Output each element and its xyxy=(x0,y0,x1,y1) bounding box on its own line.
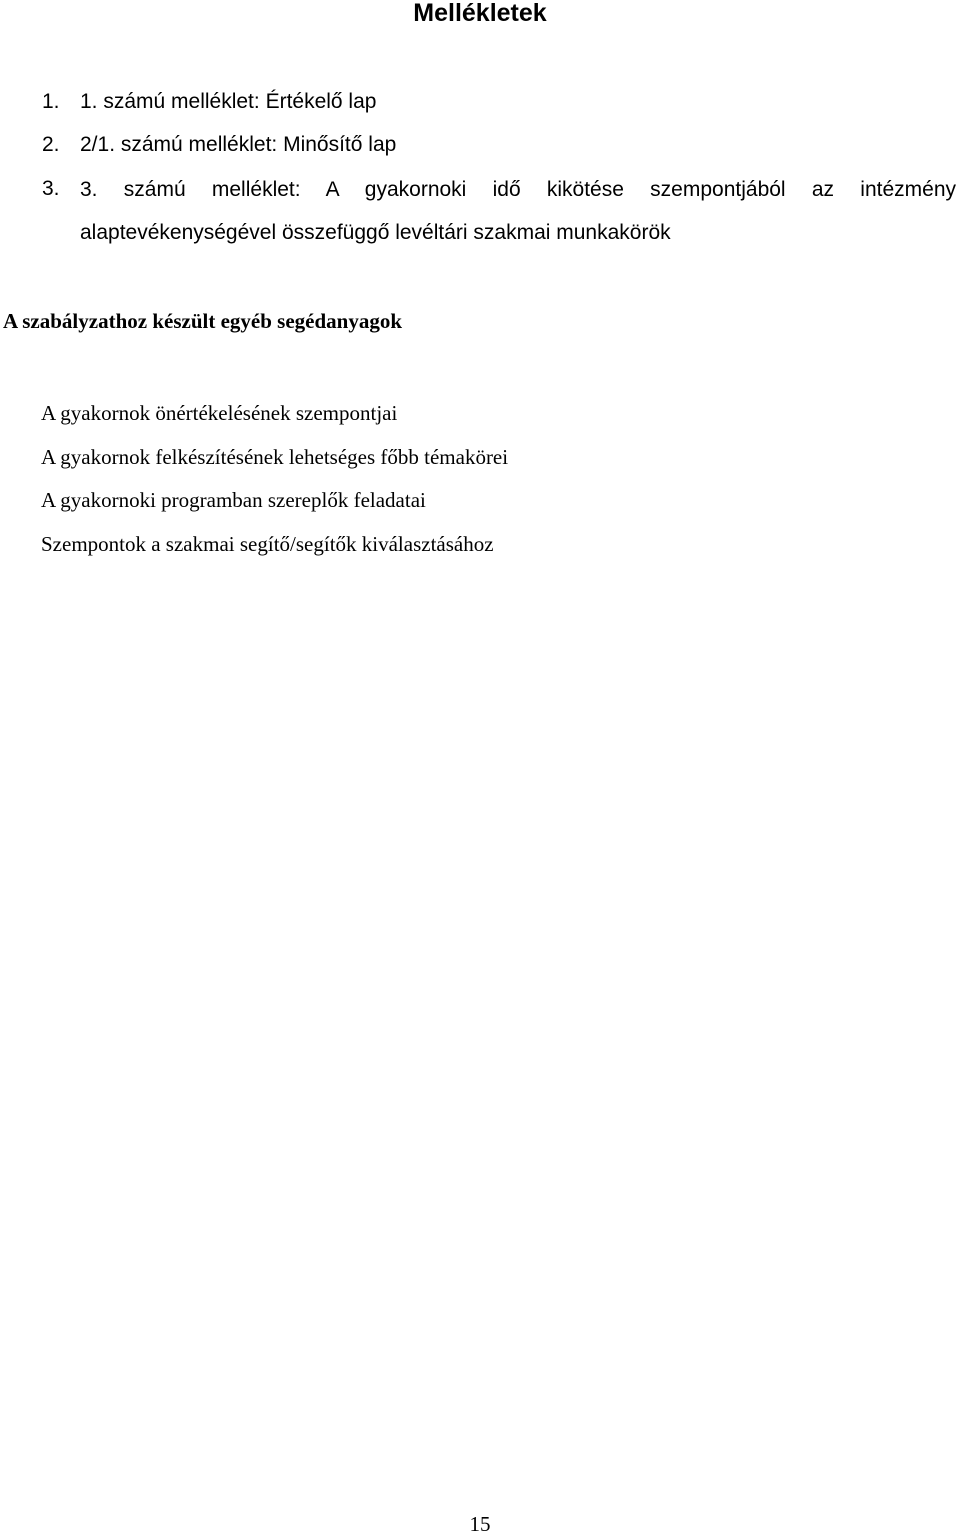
page-title: Mellékletek xyxy=(413,0,547,27)
aux-list xyxy=(41,392,508,566)
aux-section-heading: A szabályzathoz készült egyéb segédanyagok xyxy=(3,309,402,333)
annex-text: 2/1. számú melléklet: Minősítő lap xyxy=(80,133,397,156)
aux-item: Szempontok a szakmai segítő/segítők kiválasztásához xyxy=(41,531,494,556)
aux-item: A gyakornoki programban szereplők feladatai xyxy=(41,488,426,513)
annex-number: 3. xyxy=(42,177,60,200)
aux-item: A gyakornok önértékelésének szempontjai xyxy=(41,401,398,425)
annex-number: 2. xyxy=(42,133,60,156)
page-number: 15 xyxy=(469,1512,491,1536)
annex-text: 1. számú melléklet: Értékelő lap xyxy=(80,90,377,113)
annex-number: 1. xyxy=(42,90,60,113)
aux-item: A gyakornok felkészítésének lehetséges főbb témakörei xyxy=(41,444,509,469)
annex-text: 3. számú melléklet: A gyakornoki idő kikötése szempontjából az intézmény alaptevékenységével összefüggő levéltári szakmai munkakörök xyxy=(80,178,956,244)
